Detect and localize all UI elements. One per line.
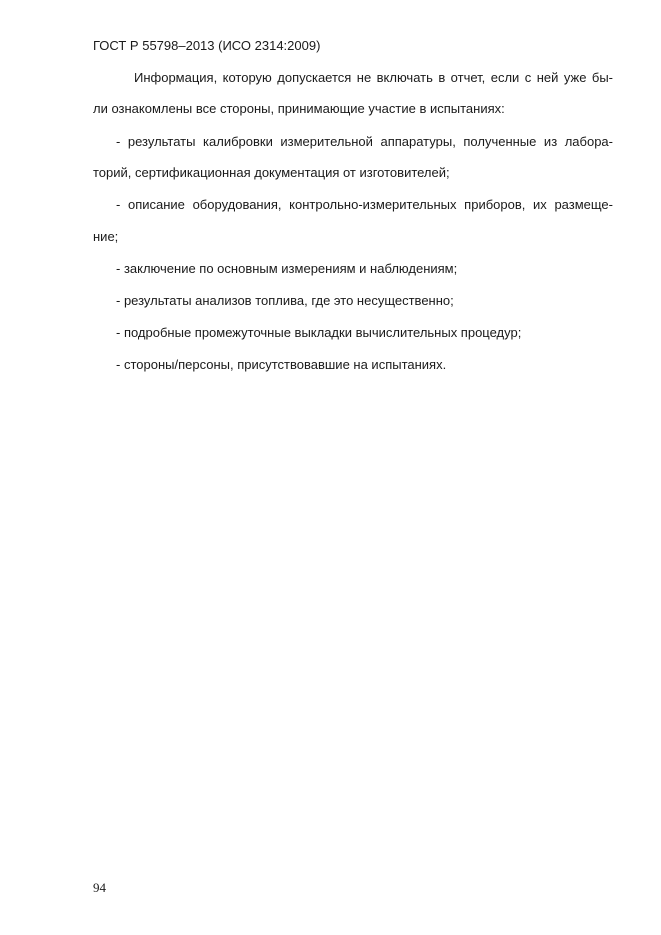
list-item-equipment-line-2: ние; [93, 229, 119, 244]
intro-line-1: Информация, которую допускается не включать в отчет, если с ней уже бы- [134, 70, 613, 85]
list-item-conclusion: - заключение по основным измерениям и наблюдениям; [116, 261, 458, 276]
list-item-attendees: - стороны/персоны, присутствовавшие на испытаниях. [116, 357, 447, 372]
document-code-header: ГОСТ Р 55798–2013 (ИСО 2314:2009) [93, 38, 321, 53]
intro-line-2: ли ознакомлены все стороны, принимающие участие в испытаниях: [93, 101, 505, 116]
list-item-calculations: - подробные промежуточные выкладки вычислительных процедур; [116, 325, 522, 340]
list-item-calibration-line-2: торий, сертификационная документация от изготовителей; [93, 165, 450, 180]
list-item-fuel-analysis: - результаты анализов топлива, где это несущественно; [116, 293, 454, 308]
list-item-calibration-line-1: - результаты калибровки измерительной аппаратуры, полученные из лабора- [116, 134, 613, 149]
list-item-equipment-line-1: - описание оборудования, контрольно-измерительных приборов, их размеще- [116, 197, 613, 212]
page-number: 94 [93, 880, 106, 895]
